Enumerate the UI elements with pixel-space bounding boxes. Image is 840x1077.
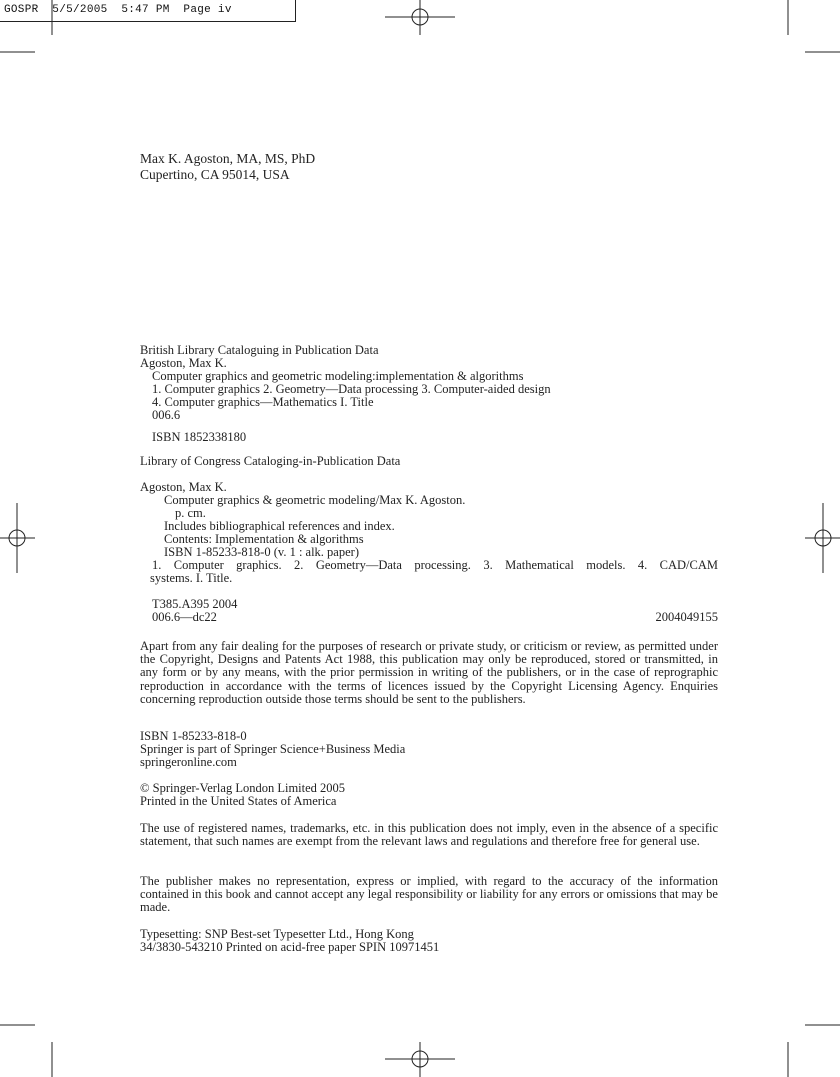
publisher-part-of: Springer is part of Springer Science+Business Media (140, 742, 406, 756)
loc-cip-author: Agoston, Max K. (140, 480, 227, 494)
copyright-block (140, 782, 345, 808)
british-cip-subjects-1: 1. Computer graphics 2. Geometry—Data processing 3. Computer-aided design (152, 382, 551, 396)
loc-cip-dewey-row (140, 611, 718, 624)
registration-mark-left (0, 503, 35, 573)
british-cip-class: 006.6 (152, 408, 181, 422)
registration-mark-right (805, 503, 840, 573)
disclaimer-paragraph: The publisher makes no representation, express or implied, with regard to the accuracy of the information contained in this book and cannot accept any legal responsibility or liability for any errors or omissions that may be made. (140, 874, 718, 915)
loc-cip-heading: Library of Congress Cataloging-in-Publication Data (140, 454, 401, 468)
loc-cip-lccn: 2004049155 (655, 610, 718, 624)
british-cip-isbn: ISBN 1852338180 (152, 430, 247, 444)
author-location: Cupertino, CA 95014, USA (140, 167, 290, 182)
british-cip-subjects-2: 4. Computer graphics—Mathematics I. Title (152, 395, 374, 409)
printer-slug: GOSPR 5/5/2005 5:47 PM Page iv (4, 4, 232, 16)
loc-cip-contents: Contents: Implementation & algorithms (164, 532, 364, 546)
loc-cip-title: Computer graphics & geometric modeling/Max K. Agoston. (164, 493, 466, 507)
registration-mark-top (385, 0, 455, 35)
british-cip-title: Computer graphics and geometric modeling:implementation & algorithms (152, 369, 524, 383)
loc-cip (140, 455, 718, 624)
british-cip-heading: British Library Cataloguing in Publication Data (140, 343, 379, 357)
spin-line: 34/3830-543210 Printed on acid-free paper SPIN 10971451 (140, 940, 440, 954)
author-name: Max K. Agoston, MA, MS, PhD (140, 151, 316, 166)
publisher-isbn: ISBN 1-85233-818-0 (140, 729, 247, 743)
loc-cip-subjects-a: 1. Computer graphics. 2. Geometry—Data processing. 3. Mathematical models. 4. CAD/CAM (152, 558, 718, 572)
copyright-notice: © Springer-Verlag London Limited 2005 (140, 781, 346, 795)
british-cip-author: Agoston, Max K. (140, 356, 227, 370)
loc-cip-subjects-b: systems. I. Title. (150, 571, 233, 585)
british-library-cip (140, 344, 551, 444)
production-info (140, 928, 439, 954)
rights-paragraph: Apart from any fair dealing for the purposes of research or private study, or criticism or review, as permitted under the Copyright, Designs and Patents Act 1988, this publication may only be reproduced, stored or transmitted, in any form or by any means, with the prior permission in writing of the publishers, or in the case of reprographic reproduction in accordance with the terms of licences issued by the Copyright Licensing Agency. Enquiries concerning reproduction outside those terms should be sent to the publishers. (140, 639, 718, 706)
printed-in: Printed in the United States of America (140, 794, 337, 808)
author-block (140, 151, 315, 183)
loc-cip-call-number: T385.A395 2004 (152, 597, 238, 611)
loc-cip-isbn: ISBN 1-85233-818-0 (v. 1 : alk. paper) (164, 545, 359, 559)
typesetting-credit: Typesetting: SNP Best-set Typesetter Ltd., Hong Kong (140, 927, 414, 941)
loc-cip-dewey: 006.6—dc22 (152, 610, 217, 624)
loc-cip-pages: p. cm. (175, 506, 206, 520)
registration-mark-bottom (385, 1042, 455, 1077)
publisher-website: springeronline.com (140, 755, 237, 769)
loc-cip-biblio: Includes bibliographical references and index. (164, 519, 395, 533)
publisher-info (140, 730, 405, 769)
trademark-paragraph: The use of registered names, trademarks, etc. in this publication does not imply, even in the absence of a specific statement, that such names are exempt from the relevant laws and regulations and therefore free for general use. (140, 821, 718, 849)
